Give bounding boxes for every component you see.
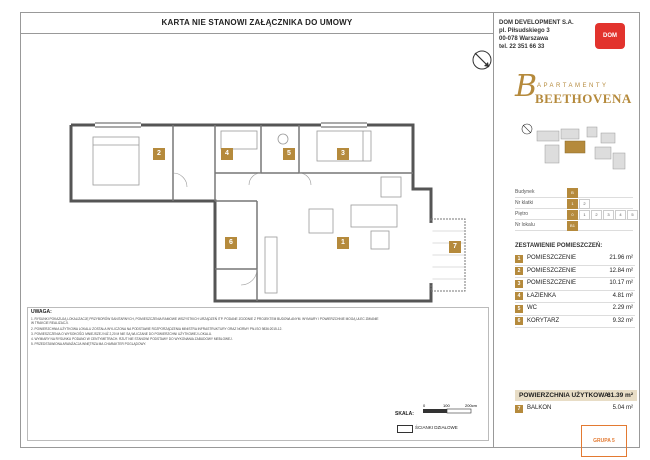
room-num: 5 — [515, 305, 523, 313]
room-area: 12.84 m² — [609, 267, 633, 274]
room-num: 4 — [515, 292, 523, 300]
dining-table — [309, 209, 333, 233]
company-phone: tel. 22 351 66 33 — [499, 44, 545, 50]
level-cell: B — [567, 188, 578, 198]
plan-card — [20, 12, 640, 448]
room-num: 6 — [515, 317, 523, 325]
room-area: 21.96 m² — [609, 255, 633, 261]
site-map-icon — [517, 117, 635, 179]
room-num: 3 — [515, 280, 523, 288]
room-badge-1: 1 — [337, 237, 349, 249]
usable-area-label: POWIERZCHNIA UŻYTKOWA: — [519, 392, 611, 399]
level-label: Nr lokalu — [515, 222, 535, 228]
level-cell: 2 — [579, 199, 590, 209]
floor-plan — [21, 13, 493, 305]
door-swing-entry — [241, 269, 257, 285]
kitchen-counter — [265, 237, 277, 293]
room-name: POMIESZCZENIE — [527, 267, 577, 274]
room-row — [515, 278, 635, 291]
room-badge-5: 5 — [283, 148, 295, 160]
table — [371, 231, 389, 249]
level-label: Piętro — [515, 211, 529, 217]
legend-swatch — [397, 425, 413, 433]
room-badge-3: 3 — [337, 148, 349, 160]
scale-mark-2: 200cm — [465, 403, 478, 408]
room-name: POMIESZCZENIE — [527, 280, 577, 286]
room-badge-6: 6 — [225, 237, 237, 249]
brand-line1: APARTAMENTY — [537, 83, 609, 89]
level-label: Budynek — [515, 189, 535, 195]
room-row — [515, 316, 635, 329]
scale-label: SKALA: — [395, 411, 414, 417]
scale-mark-0: 0 — [423, 403, 426, 408]
balcony-row — [515, 403, 635, 414]
level-cell: 2 — [591, 210, 602, 220]
level-cell: 1 — [579, 210, 590, 220]
brand-line2: BEETHOVENA — [535, 91, 632, 106]
armchair — [381, 177, 401, 197]
level-row — [515, 187, 633, 198]
room-area: 2.29 m² — [612, 305, 633, 311]
balcony-name: BALKON — [527, 405, 552, 411]
door-swing-bath — [249, 173, 261, 185]
certificate-badge: GRUPA 5 — [581, 425, 627, 457]
company-name: DOM DEVELOPMENT S.A. — [499, 20, 574, 26]
company-city: 00-078 Warszawa — [499, 36, 549, 42]
level-cell: 3 — [603, 210, 614, 220]
notes-text — [31, 317, 379, 348]
bed-room2 — [93, 137, 139, 185]
level-table — [515, 187, 633, 231]
room-badge-7: 7 — [449, 241, 461, 253]
room-name: KORYTARZ — [527, 317, 560, 324]
room-name: POMIESZCZENIE — [527, 255, 577, 261]
bathtub — [221, 131, 257, 149]
note-item: 5. PRZEDSTAWIONA ARANŻACJA WNĘTRZA MA CHARAKTER POGLĄDOWY. — [31, 342, 147, 347]
scale-bar — [421, 401, 485, 417]
sofa — [351, 205, 397, 227]
room-area: 10.17 m² — [609, 280, 633, 286]
door-swing-room3 — [299, 173, 311, 185]
wc-bowl — [278, 134, 288, 144]
scale-mark-1: 100 — [443, 403, 450, 408]
level-cell: 0 — [567, 210, 578, 220]
divider — [493, 13, 494, 447]
room-row — [515, 303, 635, 316]
notes-heading: UWAGA: — [31, 309, 52, 315]
note-item: 1. RYSUNKI POKAZUJĄ LOKALIZACJĘ PRZYBORÓW SANITARNYCH, POMIESZCZENIA RAMOWE WSZYSTKICH URZĄDZEŃ ITP. PODANE ZGODNIE Z PROJEKTEM BUDOWLANYM. WYMIARY I POWIERZCHNIE MOGĄ ULEC ZMIANIE W TRAKCIE REALIZACJI. — [31, 317, 379, 326]
room-badge-4: 4 — [221, 148, 233, 160]
legend-label: ŚCIANKI DZIAŁOWE — [415, 425, 458, 430]
room-badge-2: 2 — [153, 148, 165, 160]
level-cell: 1 — [567, 199, 578, 209]
door-swing-room2 — [173, 173, 187, 187]
level-cell: 4 — [615, 210, 626, 220]
room-row — [515, 253, 635, 266]
level-label: Nr klatki — [515, 200, 534, 206]
balcony-num: 7 — [515, 405, 523, 413]
level-cell: B1 — [567, 221, 578, 231]
note-item: 3. POMIESZCZENIA O WYSOKOŚCI MNIEJSZEJ NIŻ 2,20 M NIE SĄ WLICZANE DO POWIERZCHNI UŻYTKOWEJ LOKALU. — [31, 331, 213, 336]
balcony-area: 5.04 m² — [612, 405, 633, 411]
level-cell: 5 — [627, 210, 638, 220]
rooms-list — [515, 253, 635, 328]
company-street: pl. Piłsudskiego 3 — [499, 28, 550, 34]
company-info — [499, 19, 574, 51]
usable-area-value: 61.39 m² — [606, 392, 633, 399]
level-row — [515, 198, 633, 209]
room-num: 2 — [515, 267, 523, 275]
room-row — [515, 266, 635, 279]
brand-letter: B — [515, 69, 538, 104]
note-item: 4. WYMIARY NA RYSUNKU PODANO W CENTYMETRACH. RZUT NIE STANOWI PODSTAWY DO WYKONANIA ZABUDOWY MEBLOWEJ. — [31, 337, 233, 342]
room-area: 4.81 m² — [612, 292, 633, 299]
level-row — [515, 209, 633, 220]
room-row — [515, 291, 635, 304]
page-title: KARTA NIE STANOWI ZAŁĄCZNIKA DO UMOWY — [21, 13, 493, 34]
note-item: 2. POWIERZCHNIA UŻYTKOWA LOKALU ZOSTAŁA WYLICZONA NA PODSTAWIE ROZPORZĄDZENIA MINISTRA INFRASTRUKTURY ORAZ NORMY PN-ISO 9836:2015-12. — [31, 326, 283, 331]
level-row — [515, 220, 633, 231]
rooms-heading: ZESTAWIENIE POMIESZCZEŃ: — [515, 243, 603, 249]
usable-area — [515, 390, 637, 401]
dom-logo: DOM — [595, 23, 625, 49]
outer-wall — [71, 125, 431, 301]
room-name: WC — [527, 305, 537, 311]
room-num: 1 — [515, 255, 523, 263]
room-name: ŁAZIENKA — [527, 292, 557, 299]
room-area: 9.32 m² — [612, 317, 633, 324]
